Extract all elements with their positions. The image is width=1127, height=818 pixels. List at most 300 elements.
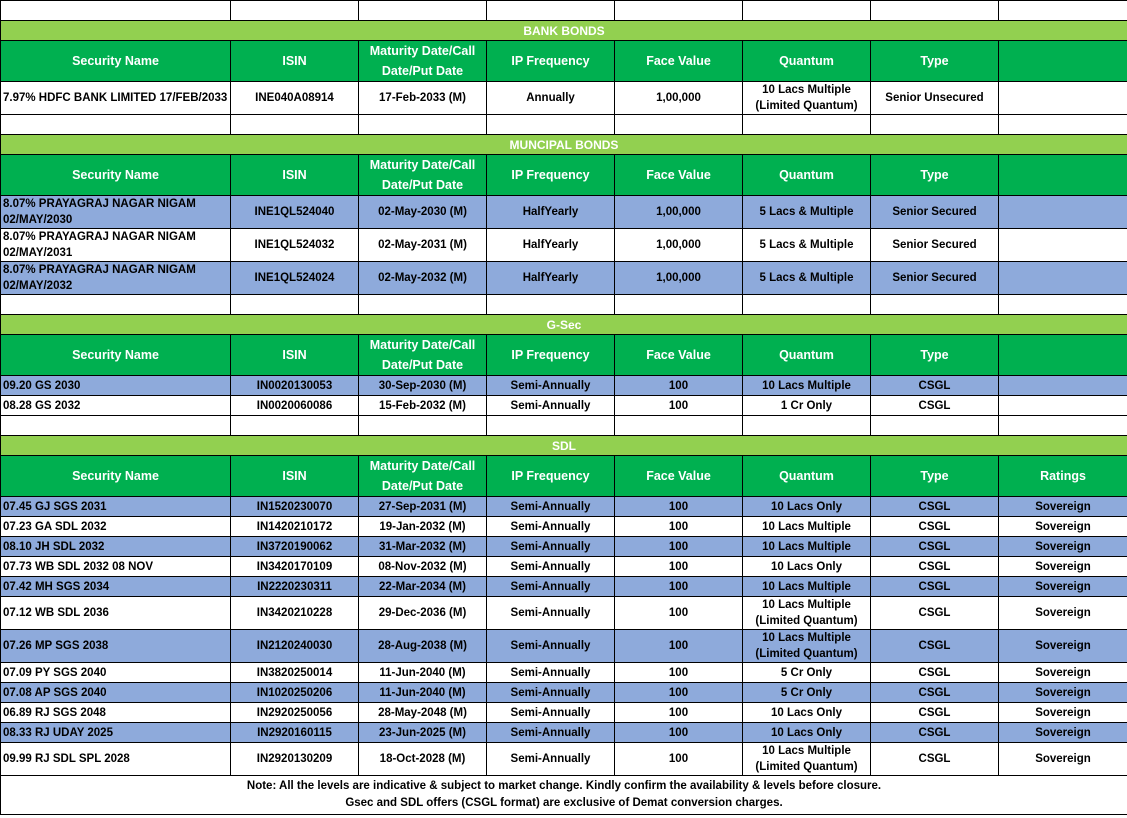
rating-cell [999,82,1127,115]
ip-frequency-cell-text: HalfYearly [522,239,579,251]
maturity-cell-text: 02-May-2032 (M) [378,272,467,284]
col-header-security-name [1,456,231,497]
isin-cell [231,497,359,517]
face-value-cell [615,743,743,776]
quantum-cell-text: (Limited Quantum) [755,761,858,773]
table-body [1,1,1127,815]
isin-cell-text: IN2120240030 [256,640,333,652]
quantum-cell [743,497,871,517]
face-value-cell [615,196,743,229]
ip-frequency-cell [487,630,615,663]
face-value-cell-text: 100 [668,607,689,619]
ip-frequency-cell [487,262,615,295]
security-name-cell-text: 02/MAY/2032 [3,280,73,292]
type-cell-text: CSGL [918,520,951,533]
ip-frequency-cell-text: Semi-Annually [510,399,591,412]
col-header-type-text: Type [920,469,949,483]
empty-cell [1,1,231,21]
face-value-cell-text: 100 [668,580,689,593]
rating-cell [999,630,1127,663]
quantum-cell [743,597,871,630]
type-cell-text: Senior Secured [892,206,977,218]
ip-frequency-cell [487,723,615,743]
rating-cell [999,663,1127,683]
rating-cell-text: Sovereign [1035,686,1091,699]
table-row [1,743,1127,776]
col-header-face-value-text: Face Value [646,168,711,182]
security-name-cell [1,703,231,723]
rating-cell-text: Sovereign [1035,520,1091,533]
type-cell-text: CSGL [918,666,951,679]
maturity-cell [359,497,487,517]
col-header-isin [231,456,359,497]
col-header-maturity-text: Maturity Date/Call [369,158,476,172]
quantum-cell [743,262,871,295]
empty-cell [231,115,359,135]
type-cell [871,597,999,630]
col-header-security-name [1,155,231,196]
col-header-face-value [615,335,743,376]
empty-cell [231,295,359,315]
type-cell [871,630,999,663]
maturity-cell-text: 22-Mar-2034 (M) [379,580,466,593]
face-value-cell [615,630,743,663]
rating-cell [999,557,1127,577]
col-header-ip-frequency-text: IP Frequency [511,168,590,182]
isin-cell-text: IN2920130209 [256,753,333,765]
header-row-sdl [1,456,1127,497]
table-row [1,703,1127,723]
security-name-cell-text: 8.07% PRAYAGRAJ NAGAR NIGAM [3,264,196,276]
rating-cell-text: Sovereign [1035,500,1091,513]
col-header-type [871,41,999,82]
security-name-cell-text: 06.89 RJ SGS 2048 [3,706,106,719]
maturity-cell [359,517,487,537]
isin-cell-text: IN3820250014 [256,666,333,679]
ip-frequency-cell-text: Semi-Annually [510,607,591,619]
isin-cell [231,723,359,743]
col-header-security-name-text: Security Name [72,348,159,362]
maturity-cell [359,82,487,115]
quantum-cell [743,577,871,597]
col-header-maturity-text: Maturity Date/Call [369,44,476,58]
isin-cell [231,517,359,537]
col-header-type [871,335,999,376]
security-name-cell [1,630,231,663]
type-cell [871,229,999,262]
rating-cell-text: Sovereign [1035,706,1091,719]
security-name-cell [1,723,231,743]
section-municipal-bonds [1,135,1127,155]
rating-cell-text: Sovereign [1035,607,1091,619]
ip-frequency-cell [487,537,615,557]
quantum-cell [743,229,871,262]
security-name-cell [1,537,231,557]
col-header-face-value [615,155,743,196]
security-name-cell-text: 8.07% PRAYAGRAJ NAGAR NIGAM [3,231,196,243]
quantum-cell-text: 5 Cr Only [780,686,833,699]
empty-cell [871,295,999,315]
table-row [1,376,1127,396]
table-row [1,517,1127,537]
face-value-cell-text: 1,00,000 [656,272,701,284]
rating-cell-text: Sovereign [1035,726,1091,739]
rating-cell-text: Sovereign [1035,560,1091,573]
col-header-maturity-text: Date/Put Date [381,64,464,78]
col-header-quantum-text: Quantum [779,54,834,68]
isin-cell-text: IN3420170109 [256,560,333,573]
security-name-cell [1,396,231,416]
security-name-cell [1,497,231,517]
col-header-ratings [999,155,1127,196]
rating-cell [999,196,1127,229]
empty-cell [359,1,487,21]
quantum-cell-text: 10 Lacs Multiple [762,379,851,392]
isin-cell [231,262,359,295]
empty-cell [999,295,1127,315]
isin-cell-text: IN2920250056 [256,706,333,719]
disclaimer-note-text: Gsec and SDL offers (CSGL format) are exclusive of Demat conversion charges. [345,797,783,809]
security-name-cell [1,683,231,703]
type-cell [871,396,999,416]
type-cell [871,262,999,295]
quantum-cell [743,376,871,396]
maturity-cell-text: 29-Dec-2036 (M) [378,607,467,619]
quantum-cell [743,557,871,577]
section-title-text: MUNCIPAL BONDS [509,137,619,152]
maturity-cell-text: 18-Oct-2028 (M) [379,753,466,765]
security-name-cell [1,517,231,537]
maturity-cell [359,557,487,577]
empty-cell [743,416,871,436]
col-header-ip-frequency [487,456,615,497]
type-cell-text: Senior Secured [892,239,977,251]
maturity-cell [359,703,487,723]
security-name-cell-text: 02/MAY/2030 [3,214,73,226]
maturity-cell [359,396,487,416]
security-name-cell-text: 07.12 WB SDL 2036 [3,607,109,619]
isin-cell-text: INE1QL524040 [254,206,335,218]
section-title-text: SDL [552,438,576,453]
isin-cell [231,396,359,416]
maturity-cell-text: 11-Jun-2040 (M) [379,686,466,699]
security-name-cell [1,262,231,295]
ip-frequency-cell [487,557,615,577]
face-value-cell [615,577,743,597]
type-cell-text: CSGL [918,580,951,593]
face-value-cell [615,663,743,683]
isin-cell-text: IN1520230070 [256,500,333,513]
col-header-quantum [743,335,871,376]
face-value-cell [615,82,743,115]
maturity-cell [359,229,487,262]
spacer-row [1,115,1127,135]
section-title [1,135,1127,155]
ip-frequency-cell [487,703,615,723]
table-row [1,597,1127,630]
col-header-ip-frequency-text: IP Frequency [511,54,590,68]
col-header-type [871,456,999,497]
rating-cell [999,262,1127,295]
rating-cell [999,577,1127,597]
col-header-isin-text: ISIN [282,469,307,483]
ip-frequency-cell [487,597,615,630]
col-header-isin-text: ISIN [282,348,307,362]
col-header-maturity-text: Date/Put Date [381,358,464,372]
type-cell [871,703,999,723]
quantum-cell [743,663,871,683]
face-value-cell-text: 100 [668,706,689,719]
isin-cell [231,557,359,577]
quantum-cell [743,396,871,416]
type-cell-text: CSGL [918,500,951,513]
type-cell-text: CSGL [918,686,951,699]
disclaimer-note-text: Note: All the levels are indicative & subject to market change. Kindly confirm the availability & levels before closure. [246,780,882,792]
empty-cell [743,1,871,21]
face-value-cell [615,517,743,537]
table-row [1,196,1127,229]
table-row [1,262,1127,295]
col-header-maturity [359,335,487,376]
empty-cell [359,295,487,315]
isin-cell [231,630,359,663]
isin-cell-text: INE1QL524024 [254,272,335,284]
type-cell [871,663,999,683]
security-name-cell [1,82,231,115]
col-header-type-text: Type [920,168,949,182]
ip-frequency-cell [487,196,615,229]
empty-cell [999,416,1127,436]
col-header-isin [231,335,359,376]
security-name-cell-text: 02/MAY/2031 [3,247,73,259]
maturity-cell [359,537,487,557]
note-row [1,776,1127,815]
quantum-cell-text: 10 Lacs Only [771,560,842,573]
security-name-cell [1,557,231,577]
col-header-ip-frequency-text: IP Frequency [511,469,590,483]
empty-cell [871,416,999,436]
maturity-cell-text: 11-Jun-2040 (M) [379,666,466,679]
quantum-cell-text: 10 Lacs Only [771,500,842,513]
rating-cell [999,597,1127,630]
isin-cell [231,743,359,776]
section-title [1,21,1127,41]
maturity-cell [359,743,487,776]
ip-frequency-cell-text: HalfYearly [522,206,579,218]
spacer-row [1,416,1127,436]
ip-frequency-cell [487,376,615,396]
section-title-text: G-Sec [546,317,582,332]
type-cell-text: CSGL [918,399,951,412]
quantum-cell-text: 5 Lacs & Multiple [759,206,854,218]
section-title [1,315,1127,335]
face-value-cell-text: 100 [668,686,689,699]
security-name-cell-text: 07.45 GJ SGS 2031 [3,500,107,513]
empty-cell [359,115,487,135]
rating-cell [999,743,1127,776]
quantum-cell-text: (Limited Quantum) [755,615,858,627]
rating-cell-text: Sovereign [1035,666,1091,679]
type-cell-text: CSGL [918,540,951,553]
rating-cell [999,497,1127,517]
empty-cell [615,115,743,135]
type-cell-text: Senior Secured [892,272,977,284]
isin-cell [231,663,359,683]
ip-frequency-cell-text: Semi-Annually [510,500,591,513]
col-header-maturity-text: Date/Put Date [381,178,464,192]
col-header-isin [231,155,359,196]
maturity-cell-text: 02-May-2030 (M) [378,206,467,218]
face-value-cell-text: 1,00,000 [656,92,701,104]
quantum-cell [743,630,871,663]
isin-cell-text: IN0020060086 [256,399,333,412]
quantum-cell-text: 10 Lacs Multiple [762,599,851,611]
quantum-cell-text: 1 Cr Only [780,399,833,412]
security-name-cell [1,229,231,262]
face-value-cell-text: 100 [668,666,689,679]
type-cell-text: CSGL [918,640,951,652]
empty-cell [615,295,743,315]
col-header-isin-text: ISIN [282,54,307,68]
table-row [1,396,1127,416]
section-bank-bonds [1,21,1127,41]
empty-cell [615,1,743,21]
type-cell-text: CSGL [918,560,951,573]
face-value-cell-text: 100 [668,399,689,412]
header-row-municipal [1,155,1127,196]
type-cell [871,743,999,776]
rating-cell [999,703,1127,723]
security-name-cell [1,663,231,683]
table-row [1,82,1127,115]
section-title-text: BANK BONDS [523,23,605,38]
maturity-cell [359,376,487,396]
isin-cell [231,597,359,630]
col-header-type-text: Type [920,348,949,362]
type-cell [871,82,999,115]
type-cell-text: Senior Unsecured [885,92,984,104]
isin-cell [231,577,359,597]
rating-cell [999,229,1127,262]
col-header-maturity-text: Maturity Date/Call [369,459,476,473]
empty-cell [231,416,359,436]
col-header-isin [231,41,359,82]
ip-frequency-cell-text: Semi-Annually [510,640,591,652]
col-header-type [871,155,999,196]
maturity-cell-text: 28-May-2048 (M) [378,706,467,719]
col-header-face-value-text: Face Value [646,348,711,362]
table-row [1,630,1127,663]
security-name-cell-text: 07.08 AP SGS 2040 [3,686,107,699]
quantum-cell-text: 10 Lacs Multiple [762,520,851,533]
security-name-cell-text: 7.97% HDFC BANK LIMITED 17/FEB/2033 [3,92,228,104]
ip-frequency-cell [487,82,615,115]
security-name-cell-text: 09.99 RJ SDL SPL 2028 [3,753,130,765]
maturity-cell-text: 17-Feb-2033 (M) [379,92,466,104]
col-header-maturity-text: Maturity Date/Call [369,338,476,352]
face-value-cell-text: 100 [668,560,689,573]
section-sdl [1,436,1127,456]
maturity-cell-text: 02-May-2031 (M) [378,239,467,251]
empty-cell [743,295,871,315]
rating-cell-text: Sovereign [1035,753,1091,765]
ip-frequency-cell [487,743,615,776]
face-value-cell-text: 100 [668,500,689,513]
ip-frequency-cell-text: Semi-Annually [510,379,591,392]
col-header-quantum [743,155,871,196]
empty-cell [487,1,615,21]
maturity-cell-text: 08-Nov-2032 (M) [378,560,467,573]
type-cell-text: CSGL [918,379,951,392]
col-header-ratings [999,41,1127,82]
ip-frequency-cell-text: Semi-Annually [510,686,591,699]
maturity-cell-text: 27-Sep-2031 (M) [378,500,467,513]
isin-cell-text: INE1QL524032 [254,239,335,251]
maturity-cell [359,597,487,630]
top-empty-row [1,1,1127,21]
maturity-cell-text: 31-Mar-2032 (M) [379,540,466,553]
ip-frequency-cell-text: Semi-Annually [510,753,591,765]
ip-frequency-cell [487,497,615,517]
empty-cell [231,1,359,21]
col-header-maturity-text: Date/Put Date [381,479,464,493]
face-value-cell-text: 1,00,000 [656,206,701,218]
type-cell [871,557,999,577]
maturity-cell [359,723,487,743]
maturity-cell-text: 15-Feb-2032 (M) [379,399,466,412]
maturity-cell [359,663,487,683]
col-header-maturity [359,41,487,82]
col-header-quantum [743,41,871,82]
face-value-cell-text: 100 [668,520,689,533]
col-header-ratings [999,335,1127,376]
rating-cell-text: Sovereign [1035,580,1091,593]
ip-frequency-cell-text: Semi-Annually [510,540,591,553]
empty-cell [871,1,999,21]
table-row [1,497,1127,517]
ip-frequency-cell [487,663,615,683]
isin-cell-text: IN3720190062 [256,540,333,553]
isin-cell [231,196,359,229]
table-row [1,577,1127,597]
col-header-quantum-text: Quantum [779,168,834,182]
quantum-cell-text: 10 Lacs Only [771,726,842,739]
col-header-security-name [1,335,231,376]
maturity-cell [359,196,487,229]
empty-cell [359,416,487,436]
type-cell [871,537,999,557]
maturity-cell [359,630,487,663]
type-cell-text: CSGL [918,607,951,619]
type-cell [871,577,999,597]
col-header-face-value-text: Face Value [646,469,711,483]
face-value-cell [615,537,743,557]
type-cell [871,723,999,743]
quantum-cell [743,517,871,537]
ip-frequency-cell [487,229,615,262]
table-row [1,537,1127,557]
table-row [1,229,1127,262]
table-row [1,557,1127,577]
security-name-cell-text: 07.73 WB SDL 2032 08 NOV [3,560,153,573]
face-value-cell-text: 100 [668,540,689,553]
type-cell-text: CSGL [918,753,951,765]
quantum-cell [743,703,871,723]
empty-cell [1,295,231,315]
col-header-face-value [615,456,743,497]
quantum-cell [743,196,871,229]
ip-frequency-cell-text: Semi-Annually [510,520,591,533]
